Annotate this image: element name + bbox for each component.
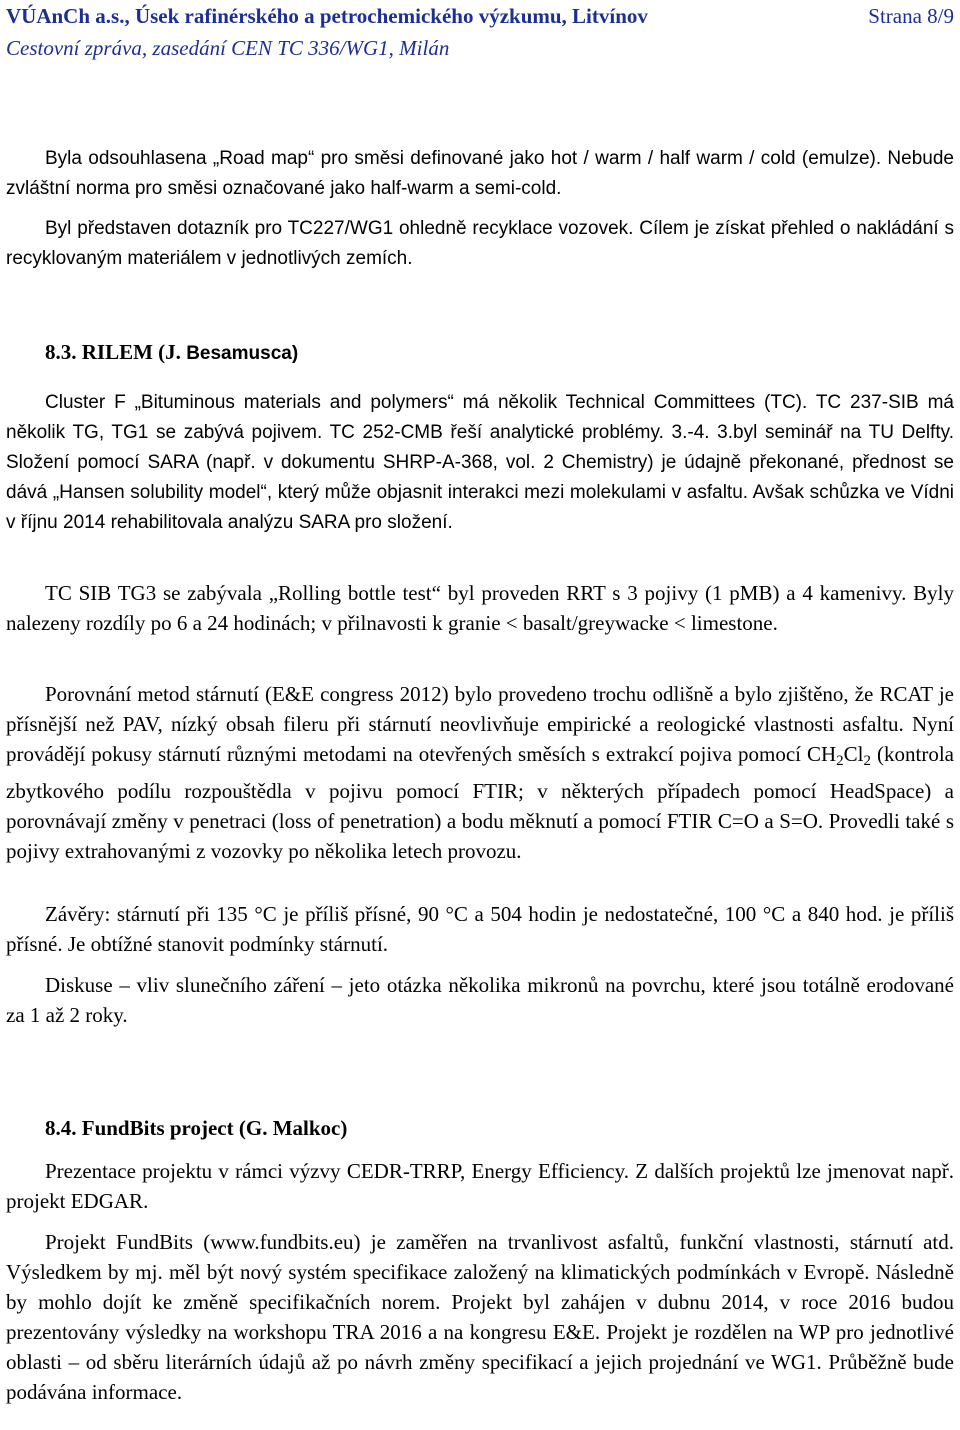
paragraph-road-map: Byla odsouhlasena „Road map“ pro směsi definované jako hot / warm / half warm / cold (emulze). Nebude zvláštní norma pro směsi označované jako half-warm a semi-cold.: [6, 148, 954, 199]
paragraph-discussion: Diskuse – vliv slunečního záření – jeto otázka několika mikronů na povrchu, které jsou totálně erodované za 1 až 2 roky.: [6, 973, 954, 1027]
organization-division: , Úsek rafinérského a petrochemického výzkumu, Litvínov: [124, 4, 648, 28]
paragraph-fundbits-intro: Prezentace projektu v rámci výzvy CEDR-TRRP, Energy Efficiency. Z dalších projektů lze jmenovat např. projekt EDGAR.: [6, 1159, 954, 1213]
paragraph-conclusions: Závěry: stárnutí při 135 °C je příliš přísné, 90 °C a 504 hodin je nedostatečné, 100 °C a 840 hod. je příliš přísné. Je obtížné stanovit podmínky stárnutí.: [6, 902, 954, 956]
report-subtitle: Cestovní zpráva, zasedání CEN TC 336/WG1, Milán: [6, 36, 450, 60]
paragraph-cluster-f: Cluster F „Bituminous materials and polymers“ má několik Technical Committees (TC). TC 237-SIB má několik TG, TG1 se zabývá pojivem. TC 252-CMB řeší analytické problémy. 3.-4. 3.byl seminář na TU Delfty. Složení pomocí SARA (např. v dokumentu SHRP-A-368, vol. 2 Chemistry) je údajně překonané, přednost se dává „Hansen solubility model“, který může objasnit interakci mezi molekulami v asfaltu. Avšak schůzka ve Vídni v říjnu 2014 rehabilitovala analýzu SARA pro složení.: [6, 392, 954, 533]
paragraph-fundbits-project: Projekt FundBits (www.fundbits.eu) je zaměřen na trvanlivost asfaltů, funkční vlastnosti, stárnutí atd. Výsledkem by mj. měl být nový systém specifikace založený na klimatických podmínkách v Evropě. Následně by mohlo dojít ke změně specifikačních norem. Projekt byl zahájen v dubnu 2014, v roce 2016 budou prezentovány výsledky na workshopu TRA 2016 a na kongresu E&E. Projekt je rozdělen na WP pro jednotlivé oblasti – od sběru literárních údajů až po návrh změny specifikací a jejich projednání ve WG1. Průběžně bude podávána informace.: [6, 1230, 954, 1404]
section-heading-fundbits: 8.4. FundBits project (G. Malkoc): [45, 1116, 348, 1140]
paragraph-rolling-bottle: TC SIB TG3 se zabývala „Rolling bottle test“ byl proveden RRT s 3 pojivy (1 pMB) a 4 kamenivy. Byly nalezeny rozdíly po 6 a 24 hodinách; v přilnavosti k granie < basalt/greywacke < limestone.: [6, 581, 954, 635]
section-heading-rilem: 8.3. RILEM (J. Besamusca): [45, 340, 299, 364]
paragraph-aging-methods: Porovnání metod stárnutí (E&E congress 2012) bylo provedeno trochu odlišně a bylo zjištěno, že RCAT je přísnější než PAV, nízký obsah fileru při stárnutí neovlivňuje empirické a reologické vlastnosti asfaltu. Nyní provádějí pokusy stárnutí různými metodami na otevřených směsích s extrakcí pojiva pomocí $CH_2Cl_2$ (kontrola zbytkového podílu rozpouštědla v pojivu pomocí FTIR; v některých případech pomocí HeadSpace) a porovnávají změny v penetraci (loss of penetration) a bodu měknutí a pomocí FTIR C=O a S=O. Provedli také s pojivy extrahovanými z vozovky po několika letech provozu.: [6, 682, 954, 863]
page-number: Strana 8/9: [868, 4, 954, 28]
page-header: [6, 4, 954, 29]
organization-name: VÚAnCh a.s.: [6, 4, 125, 28]
paragraph-questionnaire: Byl představen dotazník pro TC227/WG1 ohledně recyklace vozovek. Cílem je získat přehled o nakládání s recyklovaným materiálem v jednotlivých zemích.: [6, 218, 954, 269]
